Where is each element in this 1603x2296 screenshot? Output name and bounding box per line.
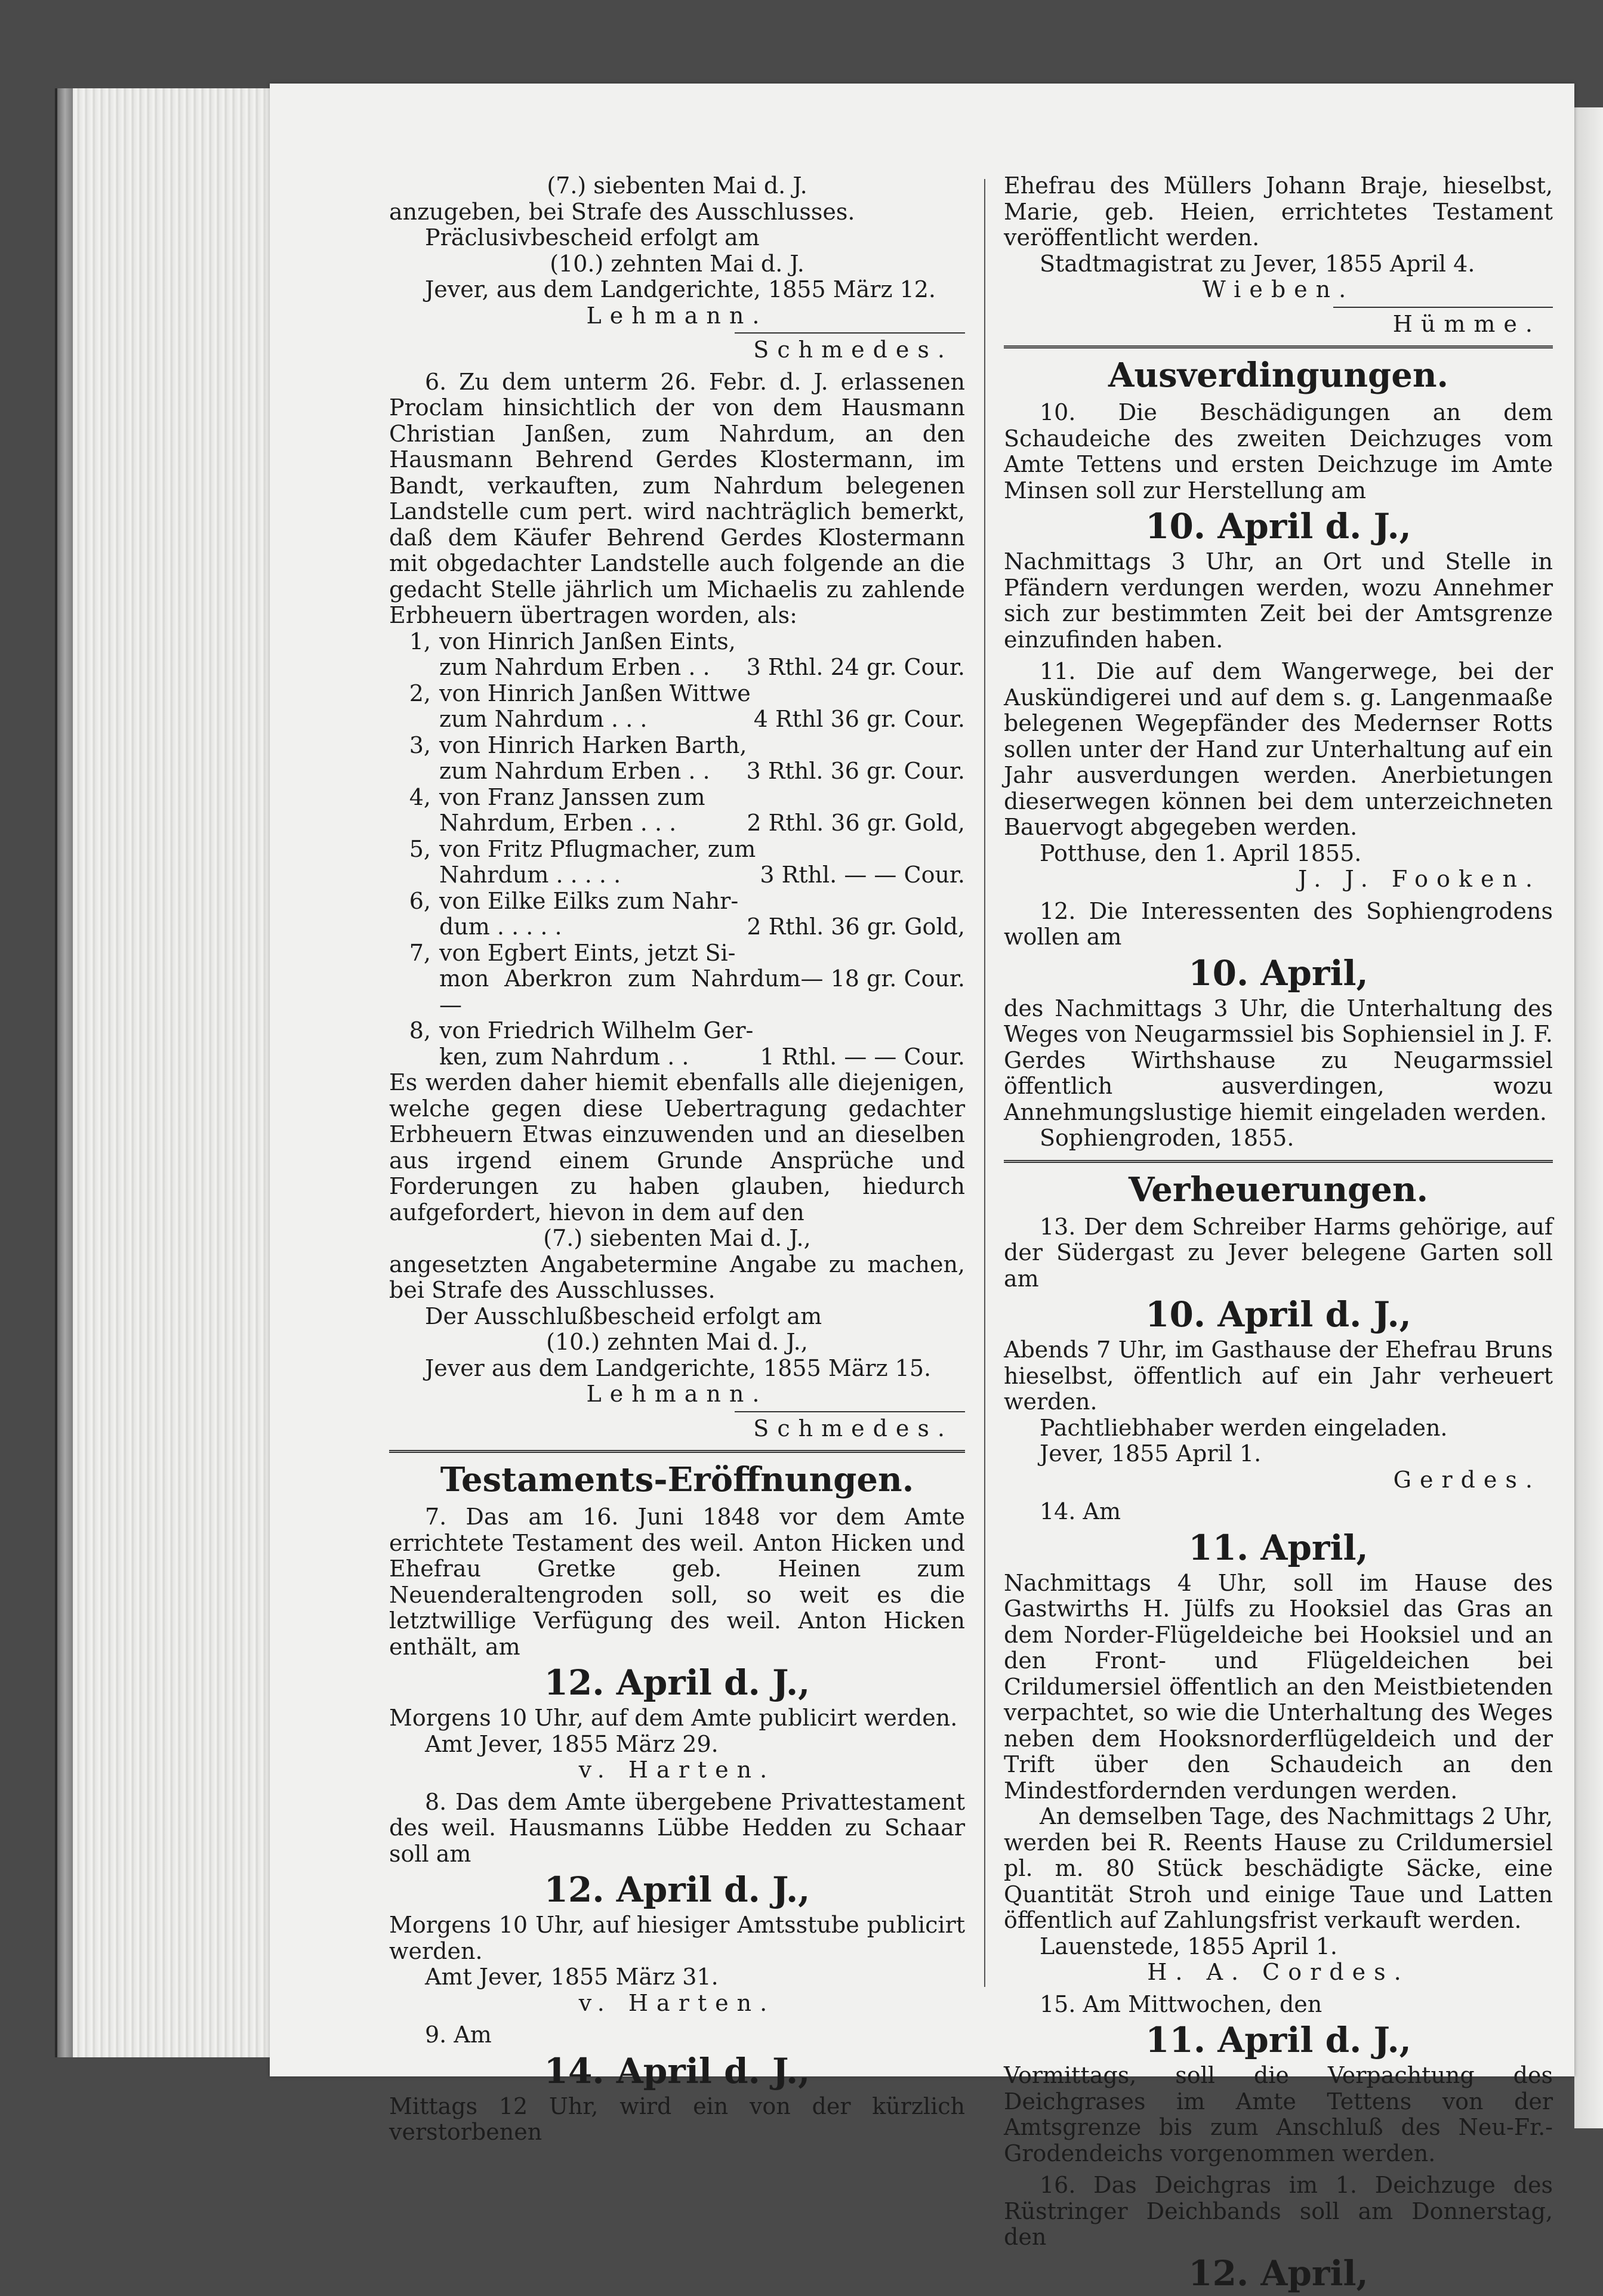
list-amount: 3 Rthl. — — Cour. [760,862,965,888]
list-amount: — 18 gr. Cour. [800,965,965,992]
announcement-date: 12. April d. J., [544,1662,810,1703]
signature: v. Harten. [578,1757,776,1783]
list-amount: 2 Rthl. 36 gr. Gold, [747,914,965,940]
section-rule [389,1450,965,1453]
list-line: dum . . . . . [439,914,562,940]
list-line: von Franz Janssen zum [439,783,705,810]
continuation-paragraph: Ehefrau des Müllers Johann Braje, hieselbst, Marie, geb. Heien, errichtetes Testament veröffentlicht werden. [1004,172,1553,251]
list-line: Nahrdum, Erben . . . [439,810,677,836]
signature: Wieben. [1202,276,1355,303]
signature: Hümme. [1392,310,1541,337]
item-10-paragraph: 10. Die Beschädigungen an dem Schaudeiche des zweiten Deichzuges vom Amte Tettens und ersten Deichzuge im Amte Minsen soll zur Herstellung am [1004,399,1553,504]
text-line: Stadtmagistrat zu Jever, 1855 April 4. [1040,250,1475,277]
signature: v. Harten. [578,1989,776,2016]
list-item [389,940,965,1019]
text-line: Morgens 10 Uhr, auf hiesiger Amtsstube publicirt werden. [389,1912,965,1964]
text-line: Jever aus dem Landgerichte, 1855 März 15. [425,1354,932,1381]
announcement-date: 12. April, [1188,2252,1368,2294]
list-line: ken, zum Nahrdum . . [439,1043,689,1070]
list-line: von Hinrich Harken Barth, [439,732,747,758]
signature-rule [735,332,965,334]
section-rule [1004,1160,1553,1163]
list-amount: 3 Rthl. 36 gr. Cour. [746,758,965,784]
list-number: 8, [409,1017,431,1044]
item-8-paragraph: 8. Das dem Amte übergebene Privattestament des weil. Hausmanns Lübbe Hedden zu Schaar soll am [389,1788,965,1867]
text-line: (7.) siebenten Mai d. J. [547,172,807,199]
section-rule [1004,345,1553,348]
list-item [389,629,965,681]
list-item [389,785,965,837]
text-line: Lauenstede, 1855 April 1. [1040,1933,1337,1959]
signature-rule [735,1411,965,1412]
list-amount: 1 Rthl. — — Cour. [760,1043,965,1070]
text-line: (10.) zehnten Mai d. J., [546,1329,808,1355]
list-amount: 3 Rthl. 24 gr. Cour. [746,654,965,680]
next-page-edge [1574,107,1603,2128]
text-line: angesetzten Angabetermine Angabe zu machen, bei Strafe des Ausschlusses. [389,1251,965,1303]
section-heading: Testaments-Eröffnungen. [440,1460,914,1499]
item-6-paragraph: 6. Zu dem unterm 26. Febr. d. J. erlassenen Proclam hinsichtlich der von dem Hausmann Christian Janßen, zum Nahrdum, an den Hausmann Behrend Gerdes Klostermann, im Bandt, verkauften, zum Nahrdum belegenen Landstelle cum pert. wird nachträglich bemerkt, daß dem Käufer Behrend Gerdes Klostermann mit obgedachter Landstelle auch folgende an die gedacht Stelle jährlich um Michaelis zu zahlende Erbheuern übertragen worden, als: [389,368,965,628]
list-number: 2, [409,680,431,706]
list-line: mon Aberkron zum Nahrdum — [439,965,801,1018]
text-line: Amt Jever, 1855 März 29. [425,1730,719,1757]
list-amount: 2 Rthl. 36 gr. Gold, [747,810,965,836]
text-line: (10.) zehnten Mai d. J. [550,250,804,277]
text-line: Morgens 10 Uhr, auf dem Amte publicirt werden. [389,1705,958,1731]
signature: Lehmann. [586,1381,768,1407]
list-line: Nahrdum . . . . . [439,862,621,888]
list-line: zum Nahrdum . . . [439,706,648,732]
text-line: Nachmittags 4 Uhr, soll im Hause des Gastwirths H. Jülfs zu Hooksiel das Gras an dem Norder-Flügeldeiche bei Hooksiel und an den Front- und Flügeldeichen bei Crildumersiel öffentlich an den Meistbietenden verpachtet, so wie die Unterhaltung des Weges neben dem Hooksnorderflügeldeich und der Trift über den Schaudeich an den Mindestfordernden verdungen werden. [1004,1569,1553,1804]
text-line: Jever, aus dem Landgerichte, 1855 März 12. [425,276,936,303]
signature: Schmedes. [753,1415,953,1442]
list-item [389,837,965,888]
announcement-date: 11. April, [1188,1527,1368,1568]
newspaper-page [270,84,1574,2294]
text-line: Präclusivbescheid erfolgt am [425,224,760,251]
list-line: von Fritz Pflugmacher, zum [439,835,756,862]
text-line: (7.) siebenten Mai d. J., [543,1225,811,1251]
item-6-continuation: Es werden daher hiemit ebenfalls alle diejenigen, welche gegen diese Uebertragung gedachter Erbheuern Etwas einzuwenden und an dieselben aus irgend einem Grunde Ansprüche und Forderungen zu haben glauben, hiedurch aufgefordert, hievon in dem auf den [389,1069,965,1226]
list-line: von Eilke Eilks zum Nahr- [439,887,739,914]
item-11-paragraph: 11. Die auf dem Wangerwege, bei der Auskündigerei und auf dem s. g. Langenmaaße belegenen Wegepfänder des Medernser Rotts sollen unter der Hand zur Unterhaltung auf ein Jahr ausverdungen werden. Anerbietungen dieserwegen können bei dem unterzeichneten Bauervogt abgegeben werden. [1004,658,1553,840]
list-amount: 4 Rthl 36 gr. Cour. [753,706,965,732]
erbheuern-list [389,629,965,1070]
item-13-paragraph: 13. Der dem Schreiber Harms gehörige, auf der Südergast zu Jever belegene Garten soll am [1004,1213,1553,1292]
right-column [1004,173,1553,2296]
announcement-date: 11. April d. J., [1145,2020,1411,2060]
item-7-paragraph: 7. Das am 16. Juni 1848 vor dem Amte errichtete Testament des weil. Anton Hicken und Ehefrau Gretke geb. Heinen zum Neuenderaltengroden soll, so weit es die letztwillige Verfügung des weil. Anton Hicken enthält, am [389,1504,965,1660]
signature: H. A. Cordes. [1147,1959,1410,1985]
list-number: 5, [409,835,431,862]
announcement-date: 10. April, [1188,952,1368,993]
text-line: Pachtliebhaber werden eingeladen. [1040,1414,1448,1441]
list-item [389,888,965,940]
announcement-date: 12. April d. J., [544,1869,810,1910]
text-line: Der Ausschlußbescheid erfolgt am [425,1303,822,1329]
book-page-edges [55,88,272,2057]
list-number: 7, [409,939,431,966]
list-item [389,681,965,733]
section-heading: Verheuerungen. [1128,1169,1429,1209]
column-separator [984,179,985,1987]
list-line: von Friedrich Wilhelm Ger- [439,1017,754,1044]
list-line: zum Nahrdum Erben . . [439,654,710,680]
item-9-paragraph: 9. Am [425,2022,492,2048]
list-item [389,1018,965,1070]
text-line: anzugeben, bei Strafe des Ausschlusses. [389,198,855,225]
text-line: Abends 7 Uhr, im Gasthause der Ehefrau Bruns hieselbst, öffentlich auf ein Jahr verheuert werden. [1004,1337,1553,1415]
text-line: Potthuse, den 1. April 1855. [1040,840,1362,866]
signature: Schmedes. [753,337,953,363]
list-item [389,733,965,785]
list-number: 6, [409,887,431,914]
announcement-date: 10. April d. J., [1145,506,1411,547]
text-line: Mittags 12 Uhr, wird ein von der kürzlich verstorbenen [389,2093,965,2145]
list-number: 1, [409,628,431,655]
text-line: des Nachmittags 3 Uhr, die Unterhaltung des Weges von Neugarmssiel bis Sophiensiel in J. F. Gerdes Wirthshause zu Neugarmssiel öffentlich ausverdingen, wozu Annehmungslustige hiemit eingeladen werden. [1004,995,1553,1125]
text-line: Jever, 1855 April 1. [1040,1440,1262,1467]
text-line: Amt Jever, 1855 März 31. [425,1964,719,1990]
list-number: 4, [409,783,431,810]
announcement-date: 14. April d. J., [544,2050,810,2091]
list-line: von Hinrich Janßen Wittwe [439,680,751,706]
text-line: Sophiengroden, 1855. [1040,1125,1294,1151]
list-number: 3, [409,732,431,758]
signature: Gerdes. [1393,1466,1541,1493]
item-12-paragraph: 12. Die Interessenten des Sophiengrodens wollen am [1004,897,1553,950]
signature: J. J. Fooken. [1298,866,1541,892]
list-line: von Egbert Eints, jetzt Si- [439,939,736,966]
text-line: An demselben Tage, des Nachmittags 2 Uhr, werden bei R. Reents Hause zu Crildumersiel pl. m. 80 Stück beschädigte Säcke, eine Quantität Stroh und einige Taue und Latten öffentlich auf Zahlungsfrist verkauft werden. [1004,1803,1553,1933]
left-column [389,173,965,2146]
signature: Lehmann. [586,302,768,329]
text-line: Vormittags, soll die Verpachtung des Deichgrases im Amte Tettens von der Amtsgrenze bis zum Anschluß des Neu-Fr.-Grodendeichs vorgenommen werden. [1004,2062,1553,2167]
announcement-date: 10. April d. J., [1145,1294,1411,1335]
list-line: zum Nahrdum Erben . . [439,758,710,784]
item-15-paragraph: 15. Am Mittwochen, den [1040,1991,1323,2017]
book-spine [57,88,73,2057]
section-heading: Ausverdingungen. [1108,356,1449,395]
signature-rule [1333,307,1553,308]
item-16-paragraph: 16. Das Deichgras im 1. Deichzuge des Rüstringer Deichbands soll am Donnerstag, den [1004,2172,1553,2250]
text-line: Nachmittags 3 Uhr, an Ort und Stelle in Pfändern verdungen werden, wozu Annehmer sich zur bestimmten Zeit bei der Amtsgrenze einzufinden haben. [1004,548,1553,653]
list-line: von Hinrich Janßen Eints, [439,628,736,655]
item-14-paragraph: 14. Am [1040,1498,1121,1525]
